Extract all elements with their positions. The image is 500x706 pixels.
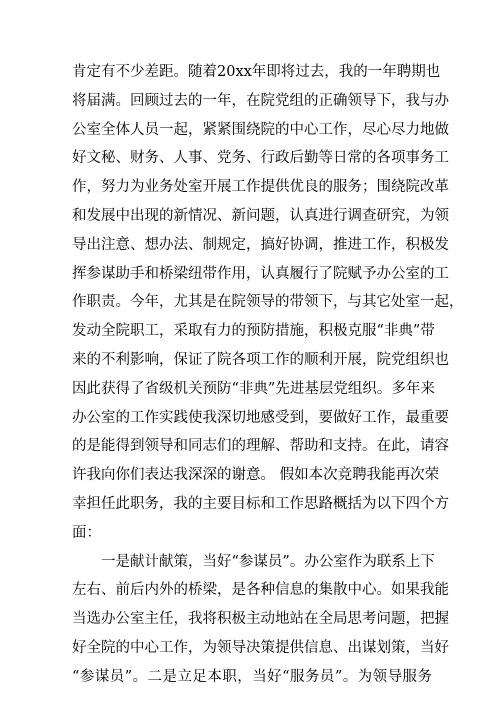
text-line: 好文秘、财务、人事、党务、行政后勤等日常的各项事务工 bbox=[72, 150, 449, 167]
text-line: 办公室的工作实践使我深切地感受到，要做好工作，最重要 bbox=[72, 409, 449, 426]
text-line: 幸担任此职务，我的主要目标和工作思路概括为以下四个方 bbox=[72, 495, 449, 512]
body-text bbox=[72, 58, 464, 692]
text-line: 来的不利影响，保证了院各项工作的顺利开展，院党组织也 bbox=[72, 351, 449, 368]
text-line: 许我向你们表达我深深的谢意。 假如本次竞聘我能再次荣 bbox=[72, 467, 440, 484]
text-line: 因此获得了省级机关预防“非典”先进基层党组织。多年来 bbox=[72, 380, 435, 397]
text-line: 和发展中出现的新情况、新问题，认真进行调查研究，为领 bbox=[72, 207, 449, 224]
text-line: 公室全体人员一起，紧紧围绕院的中心工作，尽心尽力地做 bbox=[72, 121, 449, 138]
text-line: 作职责。今年，尤其是在院领导的带领下，与其它处室一起， bbox=[72, 294, 464, 311]
text-line: 将届满。回顾过去的一年，在院党组的正确领导下，我与办 bbox=[72, 92, 449, 109]
text-line: 左右、前后内外的桥梁，是各种信息的集散中心。如果我能 bbox=[72, 582, 449, 599]
text-line: 当选办公室主任，我将积极主动地站在全局思考问题，把握 bbox=[72, 611, 449, 628]
text-line: 肯定有不少差距。随着20xx年即将过去，我的一年聘期也 bbox=[72, 64, 441, 80]
text-line: 发动全院职工，采取有力的预防措施，积极克服“非典”带 bbox=[72, 323, 435, 340]
paragraph-first-line: 一是献计献策，当好“参谋员”。办公室作为联系上下 bbox=[101, 553, 435, 570]
text-line: 的是能得到领导和同志们的理解、帮助和支持。在此，请容 bbox=[72, 438, 449, 455]
text-line: “参谋员”。二是立足本职，当好“服务员”。为领导服务 bbox=[72, 668, 432, 685]
text-line: 面： bbox=[72, 524, 101, 541]
text-line: 好全院的中心工作，为领导决策提供信息、出谋划策，当好 bbox=[72, 639, 449, 656]
text-line: 作，努力为业务处室开展工作提供优良的服务；围绕院改革 bbox=[72, 179, 449, 196]
text-line: 挥参谋助手和桥梁纽带作用，认真履行了院赋予办公室的工 bbox=[72, 265, 449, 282]
text-line: 导出注意、想办法、制规定，搞好协调，推进工作，积极发 bbox=[72, 236, 449, 253]
